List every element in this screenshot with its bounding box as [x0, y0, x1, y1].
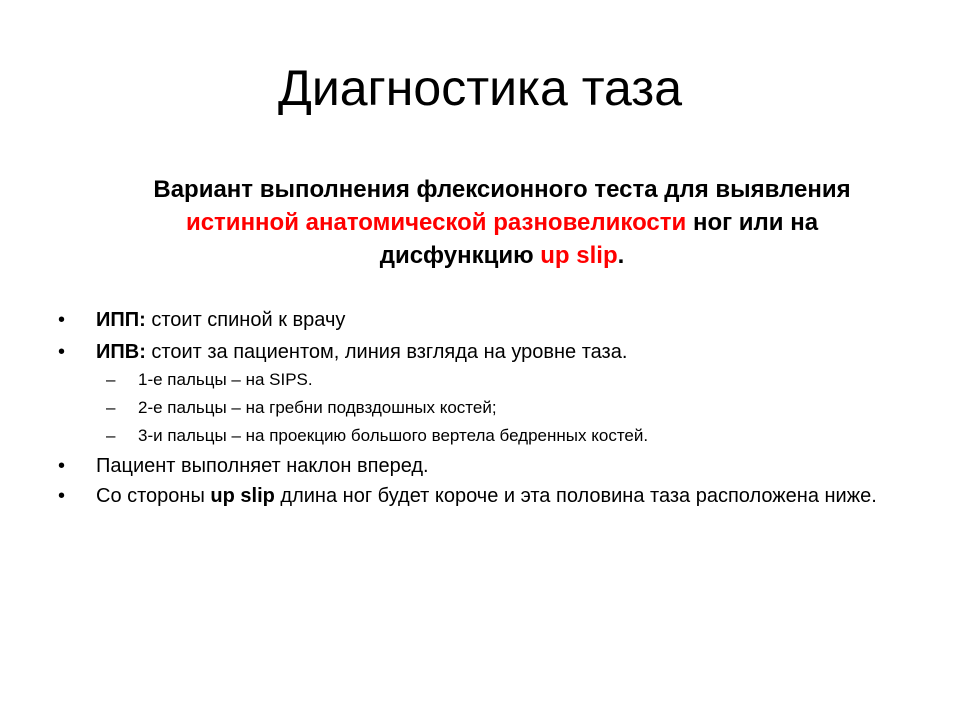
item-text: Со стороны — [96, 485, 211, 507]
item-label: ИПВ: — [96, 341, 146, 363]
bullet-icon: • — [58, 309, 66, 331]
item-text: 1-е пальцы – на SIPS. — [138, 370, 313, 389]
item-bold-term: up slip — [210, 485, 275, 507]
subtitle-text-1: Вариант выполнения флексионного теста для выявления — [153, 176, 851, 203]
subtitle-highlight-1: истинной анатомической разновеликости — [185, 209, 687, 236]
subtitle-highlight-2: up slip — [540, 242, 618, 269]
item-text: длина ног будет короче и эта половина таза расположена ниже. — [274, 485, 877, 507]
item-text: 3-и пальцы – на проекцию большого вертела бедренных костей. — [138, 426, 649, 445]
subtitle-text-2: ног или на дисфункцию — [379, 209, 819, 269]
slide-title: Диагностика таза — [277, 60, 683, 116]
bullet-icon: • — [58, 341, 66, 363]
subtitle-text-3: . — [617, 242, 625, 269]
dash-icon: – — [106, 398, 116, 417]
dash-icon: – — [106, 426, 116, 445]
item-text: Пациент выполняет наклон вперед. — [96, 455, 429, 477]
item-text: 2-е пальцы – на гребни подвздошных костей; — [138, 398, 497, 417]
bullet-icon: • — [58, 455, 66, 477]
slide-subtitle — [112, 173, 892, 272]
item-text: стоит за пациентом, линия взгляда на уровне таза. — [145, 341, 628, 363]
bullet-icon: • — [58, 485, 66, 507]
dash-icon: – — [106, 370, 116, 389]
item-label: ИПП: — [96, 309, 146, 331]
item-text: стоит спиной к врачу — [145, 309, 346, 331]
